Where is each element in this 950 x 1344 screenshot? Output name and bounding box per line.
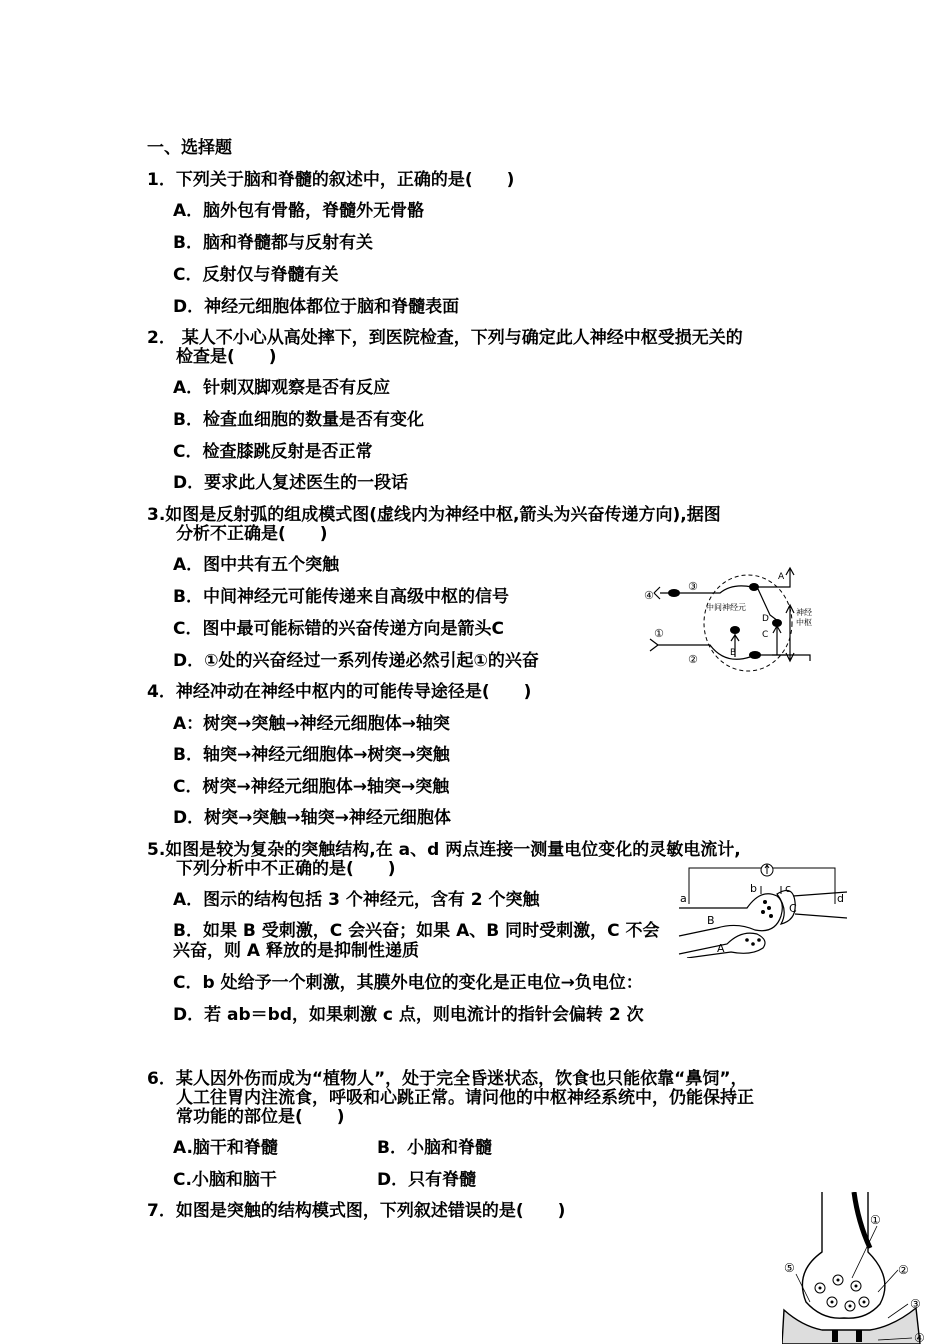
q6-stem-line2: 人工往胃内注流食，呼吸和心跳正常。请问他的中枢神经系统中，仍能保持正: [176, 1088, 754, 1108]
q6-option-d: D．只有脊髓: [377, 1170, 477, 1190]
label-a: A: [778, 572, 785, 582]
q1-option-c: C．反射仅与脊髓有关: [173, 265, 339, 285]
q5-option-c: C．b 处给予一个刺激，其膜外电位的变化是正电位→负电位：: [173, 973, 643, 993]
marker-3: ③: [910, 1297, 921, 1311]
q6-option-b: B．小脑和脊髓: [377, 1138, 492, 1158]
q5-option-b-line1: B．如果 B 受刺激，C 会兴奋；如果 A、B 同时受刺激，C 不会: [173, 921, 660, 941]
point-b: b: [750, 882, 757, 895]
neuron-label-b: B: [707, 914, 715, 927]
q3-option-d: D．①处的兴奋经过一系列传递必然引起①的兴奋: [173, 651, 539, 671]
q4-option-a: A：树突→突触→神经元细胞体→轴突: [173, 714, 450, 734]
q2-stem-line1: 2． 某人不小心从高处摔下，到医院检查，下列与确定此人神经中枢受损无关的: [147, 328, 743, 348]
section-title: 一、选择题: [147, 138, 232, 158]
q1-option-d: D．神经元细胞体都位于脑和脊髓表面: [173, 297, 460, 317]
q1-option-b: B．脑和脊髓都与反射有关: [173, 233, 373, 253]
point-d: d: [837, 892, 844, 905]
label-1: ①: [654, 627, 664, 640]
q6-option-a: A.脑干和脊髓: [173, 1138, 278, 1158]
neuron-b: [679, 894, 782, 936]
receptor-left: [832, 1330, 838, 1342]
label-center-1: 神经: [796, 608, 812, 617]
label-4: ④: [644, 589, 654, 602]
marker-4: ④: [914, 1331, 925, 1344]
q7-stem: 7．如图是突触的结构模式图，下列叙述错误的是( ): [147, 1201, 566, 1221]
q4-option-c: C．树突→神经元细胞体→轴突→突触: [173, 777, 450, 797]
label-2: ②: [688, 653, 698, 666]
q3-option-b: B．中间神经元可能传递来自高级中枢的信号: [173, 587, 509, 607]
label-d: D: [762, 614, 769, 624]
q1-option-a: A．脑外包有骨骼，脊髓外无骨骼: [173, 201, 425, 221]
q6-stem-line3: 常功能的部位是( ): [176, 1107, 345, 1127]
reflex-arc-diagram: [640, 565, 820, 675]
q2-option-c: C．检查膝跳反射是否正常: [173, 442, 373, 462]
presynaptic-terminal: [802, 1192, 885, 1318]
point-a: a: [680, 892, 687, 905]
label-3: ③: [688, 580, 698, 593]
q4-option-d: D．树突→突触→轴突→神经元细胞体: [173, 808, 451, 828]
point-c: c: [785, 882, 792, 895]
center-arrow-icon: [786, 605, 794, 661]
synapse-structure-diagram: [677, 858, 847, 958]
q5-stem-line2: 下列分析中不正确的是( ): [176, 859, 396, 879]
q4-stem: 4．神经冲动在神经中枢内的可能传导途径是( ): [147, 682, 532, 702]
effector-ending: [654, 587, 668, 599]
q6-option-c: C.小脑和脑干: [173, 1170, 277, 1190]
ascending-path: [754, 569, 790, 587]
q2-option-b: B．检查血细胞的数量是否有变化: [173, 410, 424, 430]
q2-stem-line2: 检查是( ): [176, 347, 277, 367]
marker-2: ②: [898, 1263, 909, 1277]
q2-option-a: A．针刺双脚观察是否有反应: [173, 378, 391, 398]
descending-path: [760, 655, 810, 661]
q4-option-b: B．轴突→神经元细胞体→树突→突触: [173, 745, 450, 765]
receptor-right: [856, 1330, 862, 1342]
synapse-diagram: [782, 1192, 932, 1344]
q3-option-a: A．图中共有五个突触: [173, 555, 340, 575]
q1-stem: 1．下列关于脑和脊髓的叙述中，正确的是( ): [147, 170, 515, 190]
q5-option-d: D．若 ab＝bd，如果刺激 c 点，则电流计的指针会偏转 2 次: [173, 1005, 644, 1025]
neuron-label-a: A: [717, 942, 725, 955]
interneuron-body: [730, 626, 740, 634]
motor-neuron-body: [668, 589, 680, 597]
q5-stem-line1: 5.如图是较为复杂的突触结构,在 a、d 两点连接一测量电位变化的灵敏电流计,: [147, 840, 741, 860]
marker-1: ①: [870, 1213, 881, 1227]
q5-option-b-line2: 兴奋，则 A 释放的是抑制性递质: [173, 941, 419, 961]
label-c: C: [762, 630, 769, 640]
q2-option-d: D．要求此人复述医生的一段话: [173, 473, 409, 493]
sensory-neuron-body: [749, 651, 761, 659]
label-b: B: [730, 648, 737, 658]
q3-stem-line1: 3.如图是反射弧的组成模式图(虚线内为神经中枢,箭头为兴奋传递方向),据图: [147, 505, 721, 525]
q3-option-c: C．图中最可能标错的兴奋传递方向是箭头C: [173, 619, 504, 639]
neuron-label-c: C: [789, 902, 797, 915]
label-interneuron: 中间神经元: [706, 603, 746, 612]
marker-5: ⑤: [784, 1261, 795, 1275]
label-center-2: 中枢: [796, 618, 812, 627]
q3-stem-line2: 分析不正确是( ): [176, 524, 328, 544]
q6-stem-line1: 6．某人因外伤而成为“植物人”，处于完全昏迷状态，饮食也只能依靠“鼻饲”，: [147, 1069, 748, 1089]
q5-option-a: A．图示的结构包括 3 个神经元，含有 2 个突触: [173, 890, 540, 910]
